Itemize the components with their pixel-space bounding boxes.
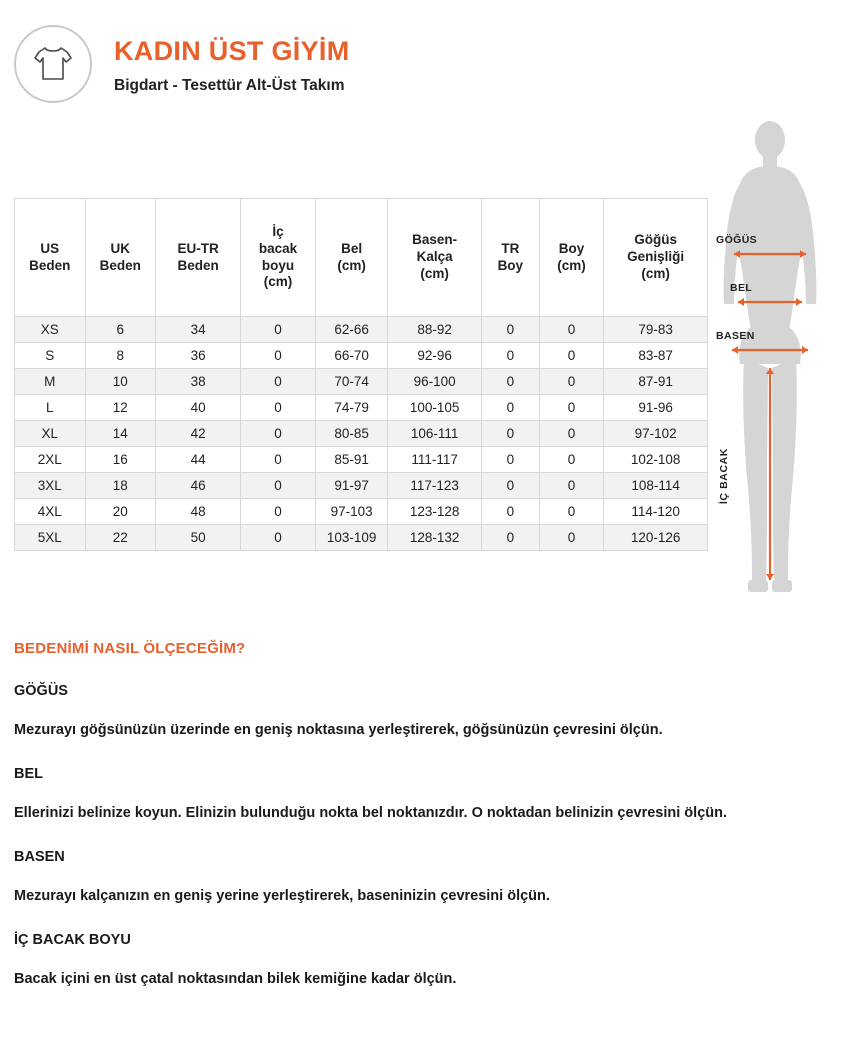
- cell-uk: 6: [85, 317, 156, 343]
- header-line: bacak: [258, 240, 298, 256]
- cell-boy: 0: [539, 421, 603, 447]
- cell-us: 3XL: [15, 473, 86, 499]
- cell-eu-tr: 44: [156, 447, 241, 473]
- cell-boy: 0: [539, 473, 603, 499]
- size-table-container: [14, 198, 708, 551]
- cell-bel: 85-91: [315, 447, 388, 473]
- cell-us: M: [15, 369, 86, 395]
- cell-uk: 18: [85, 473, 156, 499]
- page-title: KADIN ÜST GİYİM: [114, 35, 350, 66]
- cell-boy: 0: [539, 343, 603, 369]
- measure-desc-chest: Mezurayı göğsünüzün üzerinde en geniş noktasına yerleştirerek, göğsünüzün çevresini ölçün.: [14, 722, 663, 738]
- cell-ic-bacak: 0: [241, 525, 316, 551]
- figure-label-chest: GÖĞÜS: [716, 234, 758, 246]
- header-line: EU-TR: [177, 240, 219, 256]
- cell-basen: 123-128: [388, 499, 481, 525]
- cell-uk: 14: [85, 421, 156, 447]
- header-line: Boy: [558, 240, 585, 256]
- header-line: Bel: [341, 240, 363, 256]
- cell-us: XS: [15, 317, 86, 343]
- measure-desc-inseam: Bacak içini en üst çatal noktasından bilek kemiğine kadar ölçün.: [14, 970, 457, 987]
- cell-us: S: [15, 343, 86, 369]
- measure-term-waist: BEL: [14, 765, 43, 782]
- cell-eu-tr: 34: [156, 317, 241, 343]
- cell-bel: 97-103: [315, 499, 388, 525]
- cell-basen: 92-96: [388, 343, 481, 369]
- cell-tr-boy: 0: [481, 421, 539, 447]
- figure-label-hip: BASEN: [716, 330, 755, 342]
- cell-ic-bacak: 0: [241, 447, 316, 473]
- cell-uk: 20: [85, 499, 156, 525]
- cell-basen: 106-111: [388, 421, 481, 447]
- cell-bel: 103-109: [315, 525, 388, 551]
- header-line: (cm): [420, 265, 449, 281]
- column-header-ic-bacak-boyu: [241, 199, 316, 317]
- page-header: [0, 0, 864, 110]
- measure-term-inseam: İÇ BACAK BOYU: [14, 931, 131, 948]
- cell-eu-tr: 48: [156, 499, 241, 525]
- cell-basen: 128-132: [388, 525, 481, 551]
- table-row: [15, 421, 708, 447]
- table-row: [15, 317, 708, 343]
- cell-gogus: 120-126: [604, 525, 708, 551]
- cell-ic-bacak: 0: [241, 421, 316, 447]
- cell-ic-bacak: 0: [241, 499, 316, 525]
- table-header-row: [15, 199, 708, 317]
- cell-gogus: 114-120: [604, 499, 708, 525]
- cell-bel: 66-70: [315, 343, 388, 369]
- cell-basen: 88-92: [388, 317, 481, 343]
- header-line: Beden: [177, 257, 219, 273]
- table-header: [15, 199, 708, 317]
- table-row: [15, 369, 708, 395]
- size-table: [14, 198, 708, 551]
- header-line: Beden: [29, 257, 71, 273]
- column-header-bel: [315, 199, 388, 317]
- header-line: (cm): [337, 257, 366, 273]
- header-line: Basen-: [412, 232, 458, 248]
- cell-tr-boy: 0: [481, 317, 539, 343]
- cell-tr-boy: 0: [481, 525, 539, 551]
- figure-label-waist: BEL: [730, 282, 753, 294]
- cell-eu-tr: 42: [156, 421, 241, 447]
- cell-boy: 0: [539, 499, 603, 525]
- table-body: [15, 317, 708, 551]
- cell-uk: 8: [85, 343, 156, 369]
- column-header-boy: [539, 199, 603, 317]
- cell-bel: 91-97: [315, 473, 388, 499]
- cell-gogus: 79-83: [604, 317, 708, 343]
- title-block: [114, 33, 350, 95]
- cell-bel: 62-66: [315, 317, 388, 343]
- measure-term-hip: BASEN: [14, 848, 65, 865]
- measure-desc-hip: Mezurayı kalçanızın en geniş yerine yerleştirerek, baseninizin çevresini ölçün.: [14, 887, 550, 904]
- column-header-basen-kalca: [388, 199, 481, 317]
- header-line: Genişliği: [627, 249, 685, 265]
- body-measurement-diagram: [694, 118, 846, 618]
- table-row: [15, 395, 708, 421]
- cell-uk: 16: [85, 447, 156, 473]
- table-row: [15, 343, 708, 369]
- cell-us: L: [15, 395, 86, 421]
- cell-gogus: 108-114: [604, 473, 708, 499]
- measure-term-chest: GÖĞÜS: [14, 683, 68, 699]
- column-header-uk-beden: [85, 199, 156, 317]
- cell-gogus: 87-91: [604, 369, 708, 395]
- cell-us: 4XL: [15, 499, 86, 525]
- table-row: [15, 447, 708, 473]
- how-to-measure-heading: BEDENİMİ NASIL ÖLÇECEĞİM?: [14, 640, 246, 657]
- cell-us: 2XL: [15, 447, 86, 473]
- cell-eu-tr: 46: [156, 473, 241, 499]
- how-to-measure-section: [14, 640, 850, 1014]
- cell-tr-boy: 0: [481, 499, 539, 525]
- figure-label-inseam: İÇ BACAK: [718, 448, 730, 505]
- cell-boy: 0: [539, 395, 603, 421]
- cell-boy: 0: [539, 447, 603, 473]
- header-line: US: [40, 240, 60, 256]
- cell-boy: 0: [539, 525, 603, 551]
- header-line: Göğüs: [634, 232, 677, 248]
- measure-desc-waist: Ellerinizi belinize koyun. Elinizin bulunduğu nokta bel noktanızdır. O noktadan belinizin çevresini ölçün.: [14, 804, 727, 821]
- cell-tr-boy: 0: [481, 473, 539, 499]
- column-header-us-beden: [15, 199, 86, 317]
- column-header-tr-boy: [481, 199, 539, 317]
- cell-tr-boy: 0: [481, 343, 539, 369]
- cell-eu-tr: 50: [156, 525, 241, 551]
- cell-eu-tr: 38: [156, 369, 241, 395]
- header-line: (cm): [557, 257, 586, 273]
- cell-bel: 80-85: [315, 421, 388, 447]
- cell-us: 5XL: [15, 525, 86, 551]
- female-body-silhouette: [694, 118, 846, 618]
- cell-ic-bacak: 0: [241, 395, 316, 421]
- cell-basen: 96-100: [388, 369, 481, 395]
- table-row: [15, 499, 708, 525]
- cell-tr-boy: 0: [481, 369, 539, 395]
- cell-gogus: 97-102: [604, 421, 708, 447]
- header-line: İç: [272, 223, 284, 239]
- table-row: [15, 525, 708, 551]
- cell-basen: 111-117: [388, 447, 481, 473]
- cell-gogus: 83-87: [604, 343, 708, 369]
- cell-ic-bacak: 0: [241, 369, 316, 395]
- cell-uk: 22: [85, 525, 156, 551]
- column-header-eu-tr-beden: [156, 199, 241, 317]
- header-line: (cm): [641, 265, 670, 281]
- cell-gogus: 102-108: [604, 447, 708, 473]
- cell-boy: 0: [539, 369, 603, 395]
- header-line: (cm): [263, 274, 293, 290]
- cell-bel: 70-74: [315, 369, 388, 395]
- cell-bel: 74-79: [315, 395, 388, 421]
- header-line: Beden: [99, 257, 141, 273]
- cell-eu-tr: 40: [156, 395, 241, 421]
- header-line: UK: [110, 240, 131, 256]
- cell-ic-bacak: 0: [241, 317, 316, 343]
- cell-uk: 12: [85, 395, 156, 421]
- cell-ic-bacak: 0: [241, 473, 316, 499]
- table-row: [15, 473, 708, 499]
- header-line: TR: [501, 240, 520, 256]
- cell-uk: 10: [85, 369, 156, 395]
- tshirt-icon: [14, 25, 92, 103]
- header-line: Boy: [497, 257, 524, 273]
- cell-tr-boy: 0: [481, 395, 539, 421]
- cell-us: XL: [15, 421, 86, 447]
- cell-basen: 117-123: [388, 473, 481, 499]
- header-line: boyu: [261, 257, 295, 273]
- cell-eu-tr: 36: [156, 343, 241, 369]
- page-subtitle: Bigdart - Tesettür Alt-Üst Takım: [114, 76, 345, 94]
- header-line: Kalça: [416, 249, 453, 265]
- cell-basen: 100-105: [388, 395, 481, 421]
- column-header-gogus-genisligi: [604, 199, 708, 317]
- cell-ic-bacak: 0: [241, 343, 316, 369]
- cell-gogus: 91-96: [604, 395, 708, 421]
- cell-tr-boy: 0: [481, 447, 539, 473]
- cell-boy: 0: [539, 317, 603, 343]
